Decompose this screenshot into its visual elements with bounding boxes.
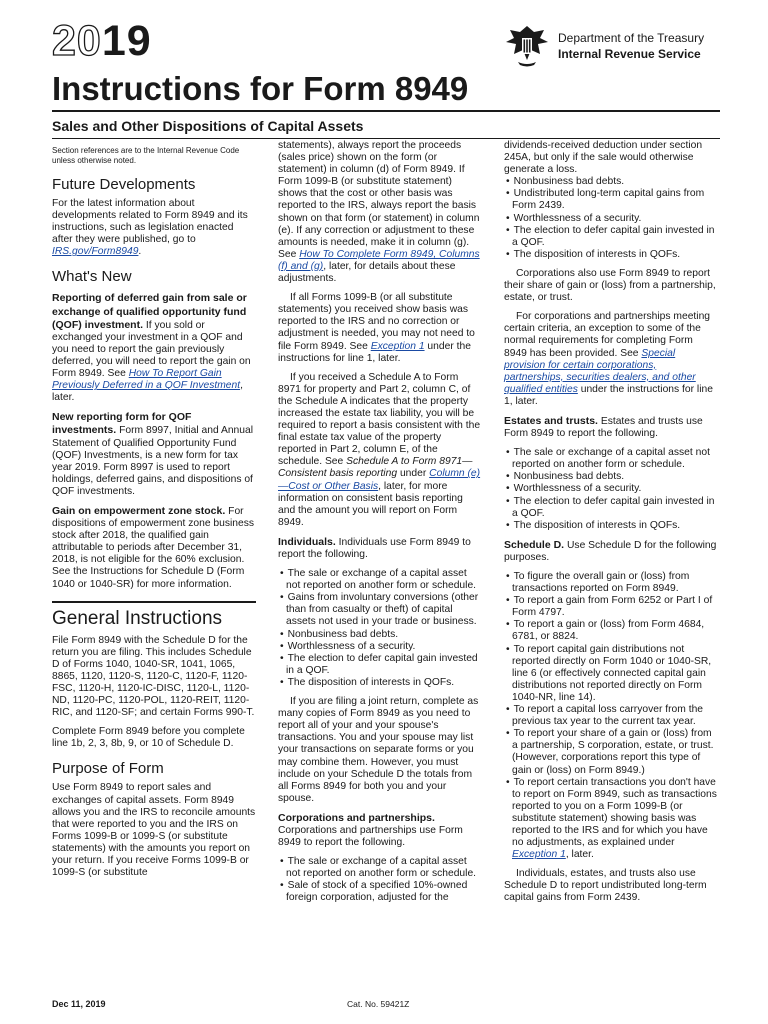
list-item: • The election to defer capital gain invested in a QOF. (504, 225, 718, 249)
revision-date: Dec 11, 2019 (52, 999, 106, 1009)
list-item: • Worthlessness of a security. (504, 483, 718, 495)
empowerment-zone-heading: Gain on empowerment zone stock. (52, 504, 226, 517)
agency-block (504, 24, 744, 72)
list-item: • Worthlessness of a security. (278, 641, 482, 653)
column-e-cost-basis-link[interactable]: Column (e)—Cost or Other Basis (278, 468, 481, 492)
department-name: Department of the Treasury (558, 31, 705, 45)
subtitle-rule (52, 138, 720, 139)
deferred-gain-heading: Reporting of deferred gain from sale or exchange of qualified opportunity fund (QOF) investment. (52, 292, 247, 331)
catalog-number: Cat. No. 59421Z (347, 999, 410, 1009)
whats-new-heading: What's New (52, 268, 132, 286)
header-rule (52, 110, 720, 112)
list-item: • The sale or exchange of a capital asset not reported on another form or schedule. (278, 568, 482, 592)
service-name: Internal Revenue Service (558, 47, 701, 61)
form-year: 2019 (52, 17, 152, 65)
general-instructions-text-2: Complete Form 8949 before you complete line 1b, 2, 3, 8b, 9, or 10 of Schedule D. (52, 726, 245, 750)
new-form-heading: New reporting form for QOF investments. (52, 411, 192, 437)
list-item: • To report a gain from Form 6252 or Part I of Form 4797. (504, 595, 718, 619)
list-item: • To report your share of a gain or (loss) from a partnership, S corporation, estate, or trust. (However, corporations report this type of gain or (loss) on Form 8949.) (504, 728, 718, 776)
list-item: • The election to defer capital gain invested in a QOF. (278, 653, 482, 677)
purpose-text: Use Form 8949 to report sales and exchanges of capital assets. Form 8949 allows you and the IRS to reconcile amounts that were reported to you and the IRS on Forms 1099-B or 1099-S (or substitute statements) with the amounts you report on your return. If you receive Forms 1099-B or 1099-S (or substitute (52, 782, 256, 879)
exception-1-link[interactable]: Exception 1 (370, 340, 425, 352)
page-subtitle: Sales and Other Dispositions of Capital Assets (52, 118, 364, 134)
list-item: • The disposition of interests in QOFs. (278, 677, 482, 689)
joint-return-paragraph: If you are filing a joint return, complete as many copies of Form 8949 as you need to report all of your and your spouse's transactions. You and your spouse may list your transactions on separate forms or you may combine them. However, you must include on your Schedule D the totals from all Forms 8949 for both you and your spouse. (278, 696, 479, 804)
form-8971-paragraph: If you received a Schedule A to Form 8971 for property and Part 2, column C, of the Schedule A indicates that the property increased the estate tax liability, you will be required to report a basis consistent with the final estate tax value of the property reported in Part 2, column E, of the schedule. See Schedule A to Form 8971—Consistent basis reporting under Column (e)—Cost or Other Basis, later, for more information on consistent basis reporting and the amount you will report on Form 8949. (278, 371, 481, 528)
agency-text (558, 30, 704, 62)
future-developments-heading: Future Developments (52, 176, 196, 193)
column-3: dividends-received deduction under section 245A, but only if the sale would otherwise generate a loss. • Nonbusiness bad debts. • Undistributed long-term capital gains from Form 2439. • Worthlessness of a security. • The election to defer capital gain invested in a QOF. • The disposition of interests in QOFs. Corporations also use Form 8949 to report their share of gain or (loss) from a partnership, estate, or trust. For corporations and partnerships meeting certain criteria, an exception to some of the normal requirements for completing Form 8949 has been provided. See Special provision for certain corporations, partnerships, securities dealers, and other qualified entities under the instructions for line 1, later. Estates and trusts. Estates and trusts use Form 8949 to report the following. • The sale or exchange of a capital asset not reported on another form or schedule. • Nonbusiness bad debts. • Worthlessness of a security. • The election to defer capital gain invested in a QOF. • The disposition of interests in QOFs. Schedule D. Use Schedule D for the following purposes. • To figure the overall gain or (loss) from transactions reported on Form 8949. • To report a gain from Form 6252 or Part I of Form 4797. • To report a gain or (loss) from Form 4684, 6781, or 8824. • To report capital gain distributions not reported directly on Form 1040 or 1040-SR, line 6 (or effectively connected capital gain distributions not reported directly on Form 1040-NR, line 14). • To report a capital loss carryover from the previous tax year to the current tax year. • To report your share of a gain or (loss) from a partnership, S corporation, estate, or trust. (However, corporations report this type of gain or (loss) on Form 8949.) • To report certain transactions you don't have to report on Form 8949, such as transactions reported to you on a Form 1099-B (or substitute statement) showing basis was reported to the IRS and for which you have no adjustments, as explained under Exception 1, later. Individuals, estates, and trusts also use Schedule D to report undistributed long-term capital gains from Form 2439. (504, 140, 718, 905)
schedule-d-heading: Schedule D. (504, 538, 565, 551)
list-item: • Gains from involuntary conversions (other than from casualty or theft) of capital assets not used in your trade or business. (278, 592, 482, 628)
final-paragraph: Individuals, estates, and trusts also use Schedule D to report undistributed long-term capital gains from Form 2439. (504, 868, 707, 904)
list-item: • To report a capital loss carryover from the previous tax year to the current tax year. (504, 704, 718, 728)
list-item: • Nonbusiness bad debts. (504, 471, 718, 483)
complete-columns-f-g-link[interactable]: How To Complete Form 8949, Columns (f) and (g) (278, 248, 480, 272)
list-item: • The disposition of interests in QOFs. (504, 249, 718, 261)
list-item: • Undistributed long-term capital gains from Form 2439. (504, 188, 718, 212)
list-item: • To report capital gain distributions not reported directly on Form 1040 or 1040-SR, line 6 (or effectively connected capital gain distributions not reported directly on Form 1040-NR, line 14). (504, 644, 718, 704)
corporations-heading: Corporations and partnerships. (278, 811, 435, 824)
list-item: • The election to defer capital gain invested in a QOF. (504, 496, 718, 520)
list-item: • The sale or exchange of a capital asset not reported on another form or schedule. (504, 447, 718, 471)
exception-1-link-2[interactable]: Exception 1 (512, 849, 566, 861)
estates-bullet-list (504, 447, 718, 532)
general-instructions-heading: General Instructions (52, 601, 256, 630)
special-provision-link[interactable]: Special provision for certain corporations, partnerships, securities dealers, and other qualified entities (504, 347, 696, 395)
estates-heading: Estates and trusts. (504, 414, 598, 427)
column-1: Section references are to the Internal Revenue Code unless otherwise noted. Future Developments For the latest information about developments related to Form 8949 and its instructions, such as legislation enacted after they were published, go to IRS.gov/Form8949. What's New Reporting of deferred gain from sale or exchange of qualified opportunity fund (QOF) investment. If you sold or exchanged your investment in a QOF and you need to report the gain previously deferred, you will need to report the gain on Form 8949. See How To Report Gain Previously Deferred in a QOF Investment, later. New reporting form for QOF investments. Form 8997, Initial and Annual Statement of Qualified Opportunity Fund (QOF) Investments, is a new form for tax year 2019. Form 8997 is used to report holdings, deferred gains, and dispositions of QOF investments. Gain on empowerment zone stock. For dispositions of empowerment zone business stock after 2018, the qualified gain attributable to periods after December 31, 2018, is not eligible for the 60% exclusion. See the Instructions for Schedule D (Form 1040 or 1040-SR) for more information. General Instructions File Form 8949 with the Schedule D for the return you are filing. This includes Schedule D of Forms 1040, 1040-SR, 1041, 1065, 8865, 1120, 1120-S, 1120-C, 1120-F, 1120-FSC, 1120-H, 1120-IC-DISC, 1120-L, 1120-ND, 1120-PC, 1120-POL, 1120-REIT, 1120-RIC, and 1120-SF; and certain Forms 990-T. Complete Form 8949 before you complete line 1b, 2, 3, 8b, 9, or 10 of Schedule D. Purpose of Form Use Form 8949 to report sales and exchanges of capital assets. Form 8949 allows you and the IRS to reconcile amounts that were reported to you and the IRS on Forms 1099-B or 1099-S (or substitute statements) with the amounts you report on your return. If you receive Forms 1099-B or 1099-S (or substitute (52, 146, 256, 879)
column-2: statements), always report the proceeds (sales price) shown on the form (or statement) in column (d) of Form 8949. If Form 1099-B (or substitute statement) shows that the cost or other basis was reported to the IRS, always report the basis shown on that form (or statement) in column (e). If any correction or adjustment to these amounts is needed, make it in column (g). See How To Complete Form 8949, Columns (f) and (g), later, for details about these adjustments. If all Forms 1099-B (or all substitute statements) you received show basis was reported to the IRS and no correction or adjustment is needed, you may not need to file Form 8949. See Exception 1 under the instructions for line 1, later. If you received a Schedule A to Form 8971 for property and Part 2, column C, of the Schedule A indicates that the property increased the estate tax liability, you will be required to report a basis consistent with the final estate tax value of the property reported in Part 2, column E, of the schedule. See Schedule A to Form 8971—Consistent basis reporting under Column (e)—Cost or Other Basis, later, for more information on consistent basis reporting and the amount you will report on Form 8949. Individuals. Individuals use Form 8949 to report the following. • The sale or exchange of a capital asset not reported on another form or schedule. • Gains from involuntary conversions (other than from casualty or theft) of capital assets not used in your trade or business. • Nonbusiness bad debts. • Worthlessness of a security. • The election to defer capital gain invested in a QOF. • The disposition of interests in QOFs. If you are filing a joint return, complete as many copies of Form 8949 as you need to report all of your and your spouse's transactions. You and your spouse may list your transactions on separate forms or you may combine them. However, you must include on your Schedule D the totals from all Forms 8949 for both you and your spouse. Corporations and partnerships. Corporations and partnerships use Form 8949 to report the following. • The sale or exchange of a capital asset not reported on another form or schedule. • Sale of stock of a specified 10%-owned foreign corporation, adjusted for the (278, 140, 482, 905)
purpose-heading: Purpose of Form (52, 760, 164, 778)
proceeds-paragraph: statements), always report the proceeds (sales price) shown on the form (or statement) in column (d) of Form 8949. If Form 1099-B (or substitute statement) shows that the cost or other basis was reported to the IRS, always report the basis shown on that form (or statement) in column (e). If any correction or adjustment to these amounts is needed, make it in column (g). See How To Complete Form 8949, Columns (f) and (g), later, for details about these adjustments. (278, 140, 480, 285)
individuals-bullet-list (278, 568, 482, 689)
list-item: • Nonbusiness bad debts. (504, 176, 718, 188)
corporations-also-paragraph: Corporations also use Form 8949 to report their share of gain or (loss) from a partnership, estate, or trust. (504, 267, 716, 304)
schedule-d-bullet-list (504, 571, 718, 861)
general-instructions-text-1: File Form 8949 with the Schedule D for the return you are filing. This includes Schedule D of Forms 1040, 1040-SR, 1041, 1065, 8865, 1120, 1120-S, 1120-C, 1120-F, 1120-FSC, 1120-H, 1120-IC-DISC, 1120-L, 1120-ND, 1120-PC, 1120-POL, 1120-REIT, 1120-RIC, and 1120-SF; and certain Forms 990-T. (52, 634, 255, 719)
basis-reported-paragraph: If all Forms 1099-B (or all substitute statements) you received show basis was reported to the IRS and no correction or adjustment is needed, you may not need to file Form 8949. See Exception 1 under the instructions for line 1, later. (278, 292, 475, 364)
future-developments-text: For the latest information about developments related to Form 8949 and its instructions, such as legislation enacted after they were published, go to IRS.gov/Form8949. (52, 198, 248, 258)
corporations-bullet-list-continued (504, 176, 718, 261)
list-item: • Nonbusiness bad debts. (278, 629, 482, 641)
irs-form8949-link[interactable]: IRS.gov/Form8949 (52, 246, 139, 258)
irs-eagle-logo-icon (504, 24, 550, 68)
report-gain-qof-link[interactable]: How To Report Gain Previously Deferred in a QOF Investment (52, 368, 241, 392)
list-item: • The disposition of interests in QOFs. (504, 520, 718, 532)
list-item: • Sale of stock of a specified 10%-owned foreign corporation, adjusted for the (278, 880, 482, 904)
continued-text: dividends-received deduction under section 245A, but only if the sale would otherwise generate a loss. (504, 140, 703, 176)
corporations-bullet-list (278, 856, 482, 904)
list-item: • Worthlessness of a security. (504, 213, 718, 225)
list-item: • The sale or exchange of a capital asset not reported on another form or schedule. (278, 856, 482, 880)
list-item: • To figure the overall gain or (loss) from transactions reported on Form 8949. (504, 571, 718, 595)
list-item: • To report a gain or (loss) from Form 4684, 6781, or 8824. (504, 619, 718, 643)
section-note: Section references are to the Internal Revenue Code unless otherwise noted. (52, 146, 240, 165)
special-provision-paragraph: For corporations and partnerships meeting certain criteria, an exception to some of the normal requirements for completing Form 8949 has been provided. See Special provision for certain corporations, partnerships, securities dealers, and other qualified entities under the instructions for line 1, later. (504, 311, 713, 407)
list-item: • To report certain transactions you don't have to report on Form 8949, such as transactions reported to you on a Form 1099-B (or substitute statement) showing basis was reported to the IRS and for which you have no adjustments, as explained under Exception 1, later. (504, 777, 718, 862)
page-title: Instructions for Form 8949 (52, 70, 469, 107)
individuals-heading: Individuals. (278, 535, 336, 548)
